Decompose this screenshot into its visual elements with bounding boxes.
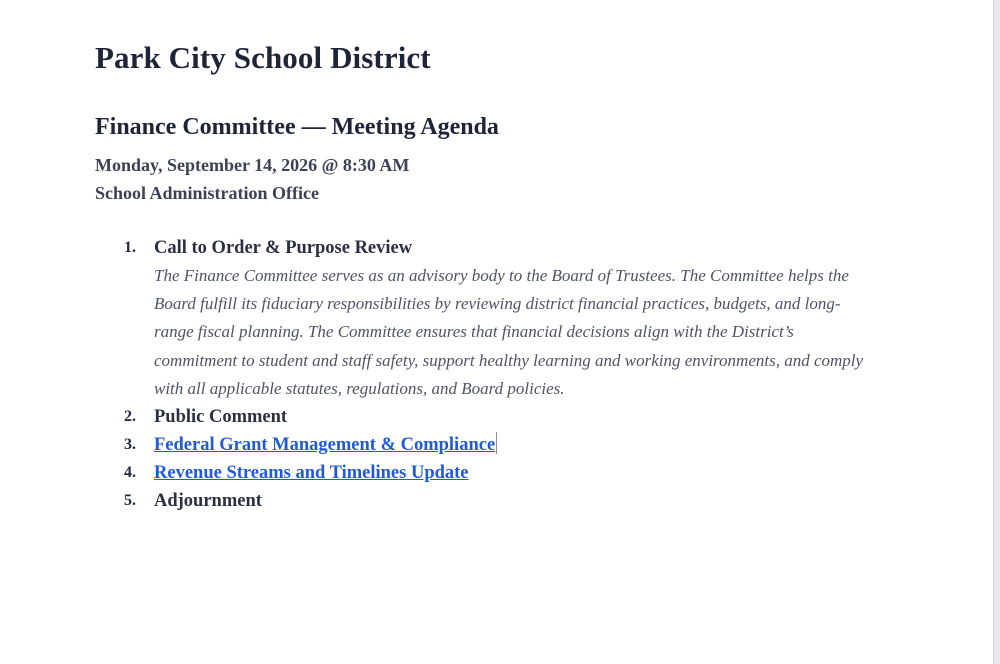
agenda-item-number: 4. xyxy=(124,464,136,482)
agenda-item-link-row xyxy=(154,431,915,459)
revenue-streams-link[interactable]: Revenue Streams and Timelines Update xyxy=(154,463,469,484)
agenda-title: Finance Committee — Meeting Agenda xyxy=(95,114,499,140)
document-body xyxy=(95,36,915,515)
scrollbar-track[interactable] xyxy=(993,0,1000,664)
federal-grant-link[interactable]: Federal Grant Management & Compliance xyxy=(154,435,496,456)
district-title: Park City School District xyxy=(95,40,431,75)
agenda-item-description: The Finance Committee serves as an advisory body to the Board of Trustees. The Committee helps the Board fulfill its fiduciary responsibilities by reviewing district financial practices, budgets, and long-range fiscal planning. The Committee ensures that financial decisions align with the District’s commitment to student and staff safety, support healthy learning and working environments, and comply with all applicable statutes, regulations, and Board policies. xyxy=(154,266,864,398)
agenda-item-title: Call to Order & Purpose Review xyxy=(154,238,413,258)
agenda-item-number: 3. xyxy=(124,436,136,454)
agenda-item-public-comment xyxy=(95,403,915,431)
meeting-datetime: Monday, September 14, 2026 @ 8:30 AM xyxy=(95,155,410,175)
agenda-item-federal-grant xyxy=(95,431,915,459)
agenda-item-call-to-order xyxy=(95,234,915,403)
agenda-item-number: 5. xyxy=(124,492,136,510)
agenda-item-link-row xyxy=(154,459,915,487)
agenda-item-revenue-streams xyxy=(95,459,915,487)
agenda-item-adjournment xyxy=(95,487,915,515)
agenda-item-title: Public Comment xyxy=(154,407,288,428)
agenda-item-number: 1. xyxy=(124,239,136,256)
text-cursor xyxy=(496,432,497,454)
meeting-location: School Administration Office xyxy=(95,183,319,203)
agenda-item-number: 2. xyxy=(124,408,136,426)
agenda-list xyxy=(95,234,915,515)
agenda-item-title: Adjournment xyxy=(154,491,262,512)
